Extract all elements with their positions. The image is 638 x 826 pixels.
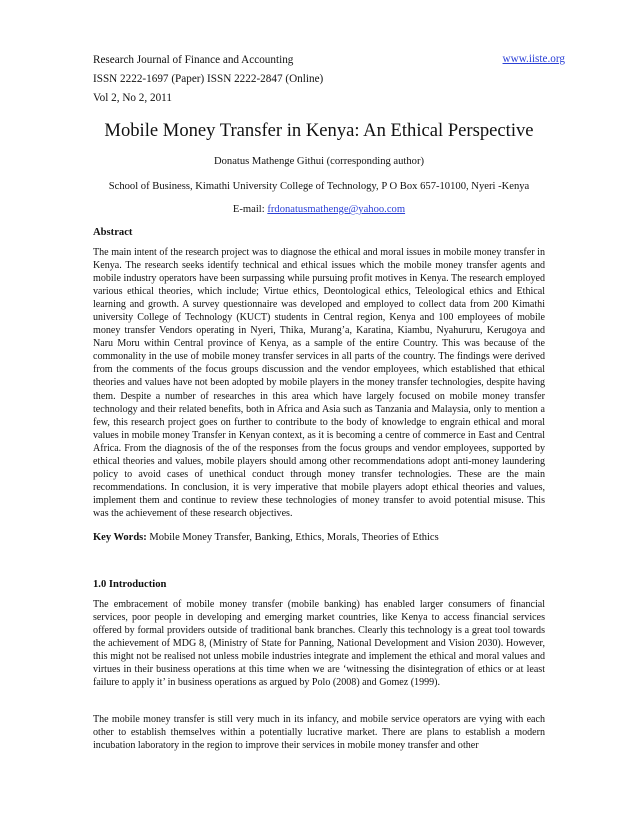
keywords-text: Mobile Money Transfer, Banking, Ethics, Morals, Theories of Ethics	[146, 532, 439, 543]
abstract-text: The main intent of the research project was to diagnose the ethical and moral issues in mobile money transfer in Kenya. The research seeks identify technical and ethical issues which the mobile money transfer agents and mobile industry operators have been surpassing while pursuing profit motives in Kenya. The research employed various ethical theories, which include; Virtue ethics, Deontological ethics, Teleological ethics and Ethical learning and growth. A survey questionnaire was developed and employed to collect data from 200 Kimathi university College of Technology (KUCT) students in Central region, Kenya and 100 employees of mobile money transfer Vendors operating in Nyeri, Thika, Murang’a, Karatina, Kiambu, Nyahururu, Kerugoya and Naru Moru within Central province of Kenya, as a sample of the entire Country. This was because of the commonality in the use of mobile money transfer services in all parts of the country. The findings were derived from the comments of the focus groups discussion and the vendor employees, which established that ethical theories and values have not been adopted by mobile players in the money transfer technologies, despite having them. Despite a number of researches in this area which have largely focused on mobile money transfer technology and their related benefits, both in Africa and Asia such as Tanzania and Malaysia, only to mention a few, this research project goes on further to contribute to the body of knowledge to engrain ethical and moral values in mobile money Transfer in Kenyan context, as it is becoming a centre of commerce in East and Central Africa. From the diagnosis of the of the responses from the focus groups and vendor employees, supported by ethical theories and values, mobile players should among other recommendations adopt anti-money laundering policy to avoid cases of unethical conduct through money transfer technologies. These are the main recommendations. In conclusion, it is very imperative that mobile players adopt ethical theories and values, implement them and continue to review these technologies of money transfer to avoid potential misuse. This was the achievement of these research objectives.	[93, 247, 545, 519]
abstract-heading: Abstract	[93, 227, 133, 238]
journal-website-link[interactable]: www.iiste.org	[502, 53, 565, 65]
email-link[interactable]: frdonatusmathenge@yahoo.com	[267, 204, 406, 215]
affiliation-line: School of Business, Kimathi University College of Technology, P O Box 657-10100, Nyeri -Kenya	[108, 181, 530, 192]
issn-line: ISSN 2222-1697 (Paper) ISSN 2222-2847 (Online)	[93, 73, 324, 85]
email-line	[0, 203, 638, 216]
author-line: Donatus Mathenge Githui (corresponding author)	[213, 156, 425, 167]
journal-name: Research Journal of Finance and Accounting	[93, 54, 294, 66]
email-label: E-mail:	[232, 204, 268, 215]
volume-line: Vol 2, No 2, 2011	[93, 92, 172, 104]
introduction-paragraph-2: The mobile money transfer is still very much in its infancy, and mobile service operators are vying with each other to establish themselves within a potentially lucrative market. There are plans to establish a modern incubation laboratory in the region to improve their services in mobile money transfer and other	[93, 714, 545, 752]
keywords-label: Key Words:	[93, 532, 147, 543]
introduction-heading: 1.0 Introduction	[93, 579, 167, 590]
paper-title: Mobile Money Transfer in Kenya: An Ethical Perspective	[104, 120, 534, 141]
keywords-line	[93, 531, 439, 544]
introduction-paragraph-1: The embracement of mobile money transfer (mobile banking) has enabled larger consumers of financial services, poor people in developing and emerging market countries, like Kenya to access financial services offered by formal providers outside of traditional bank branches. Clearly this technology is a great tool towards the achievement of MDG 8, (Ministry of State for Panning, National Development and Vision 2030). However, this might not be realised not unless mobile industries integrate and implement the ethical and moral values and virtues in their business operations at this time when we are ‘witnessing the disintegration of ethics or at least failure to apply it’ in business operations as argued by Polo (2008) and Gomez (1999).	[93, 599, 545, 689]
